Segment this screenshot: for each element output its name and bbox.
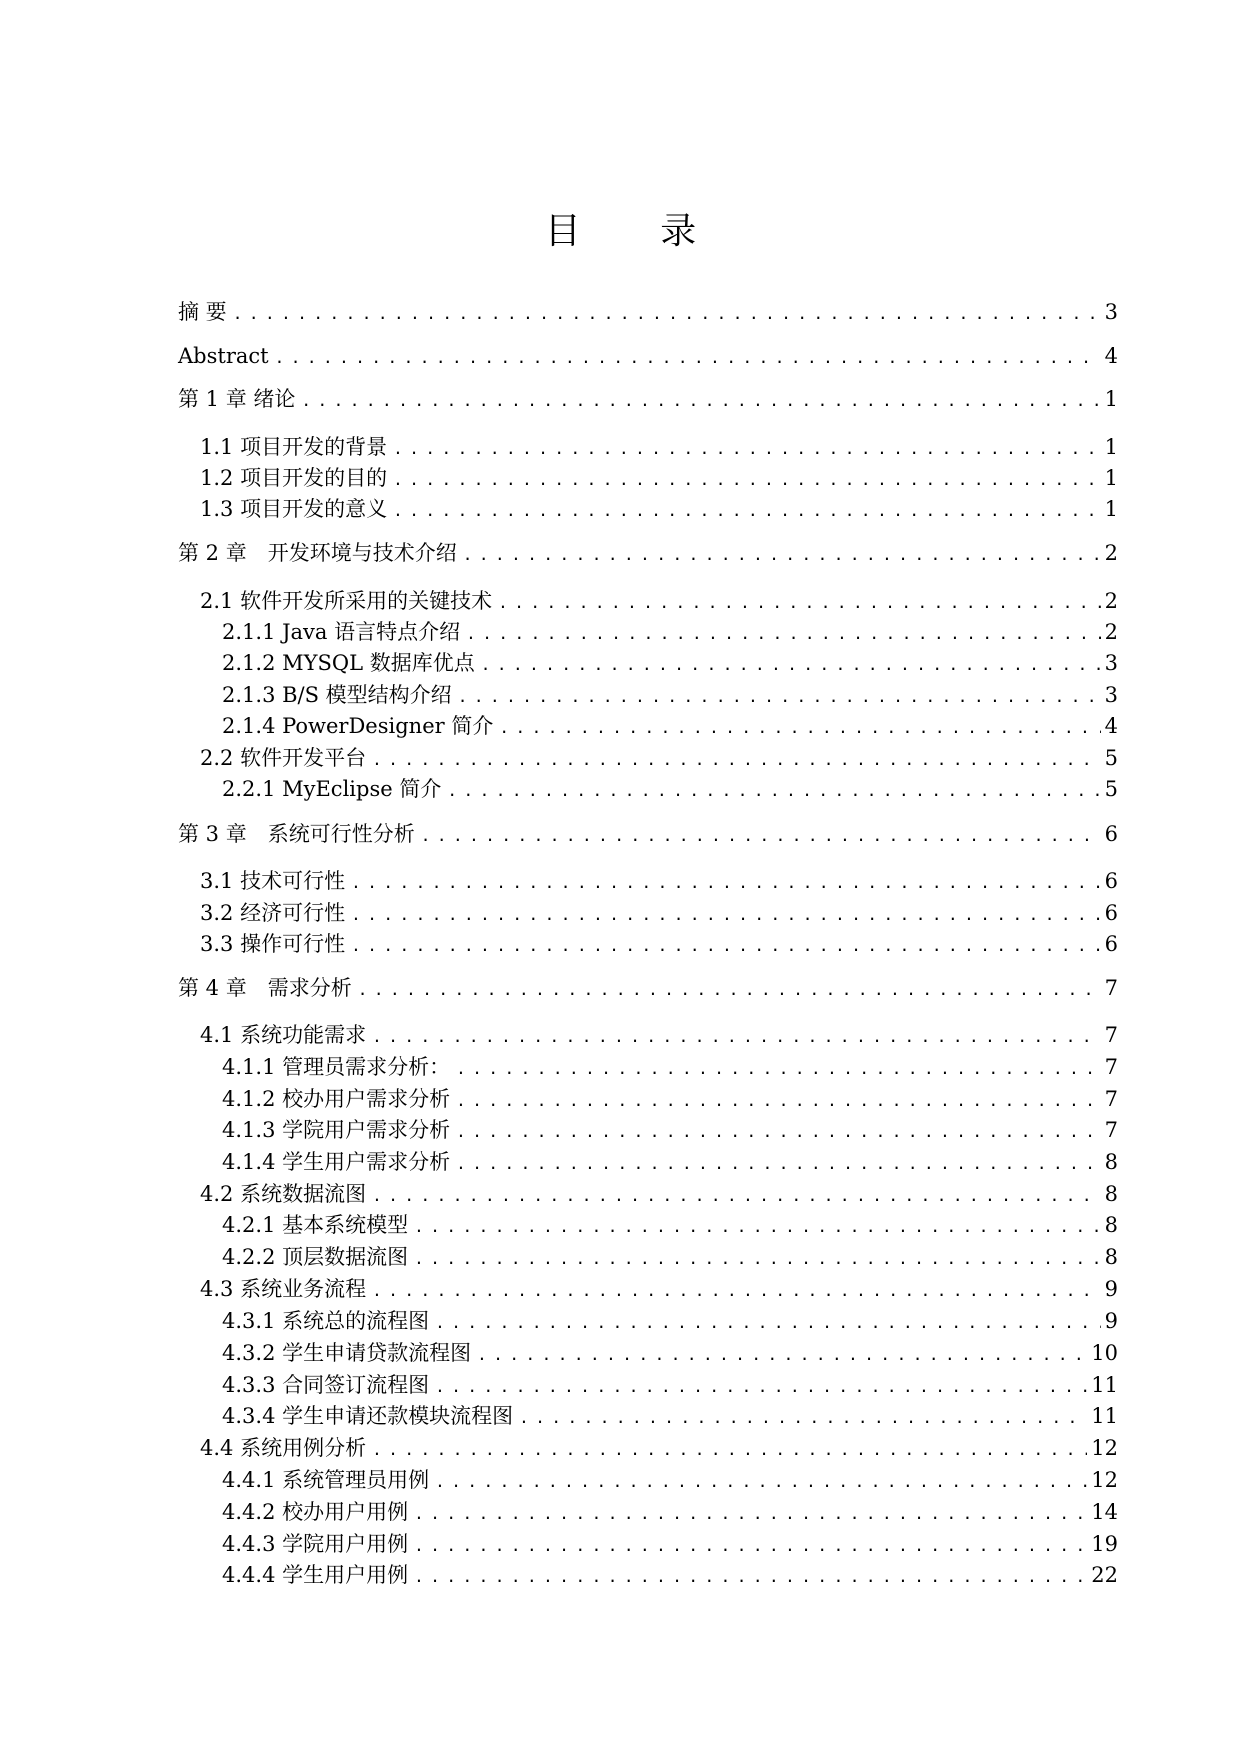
toc-entry-page: 1 [1104,497,1118,521]
toc-entry-page: 1 [1104,435,1118,459]
toc-entry-4-2[interactable] [178,1178,1118,1208]
toc-entry-label: 4.2.1 基本系统模型 [222,1213,409,1237]
toc-entry-2-1[interactable] [178,585,1118,615]
toc-dot-leader [481,653,1101,677]
toc-entry-4-3-2[interactable] [178,1337,1118,1367]
toc-entry-chapter-2[interactable] [178,537,1118,567]
toc-entry-label: 4.4.2 校办用户用例 [222,1500,409,1524]
toc-entry-page: 6 [1104,901,1118,925]
toc-entry-page: 3 [1104,651,1118,675]
toc-entry-page: 19 [1091,1532,1118,1556]
toc-entry-label: 第 3 章 系统可行性分析 [178,822,415,846]
toc-entry-page: 1 [1104,466,1118,490]
toc-dot-leader [456,1057,1101,1081]
toc-dot-leader [372,1184,1101,1208]
toc-entry-label: 1.2 项目开发的目的 [200,466,388,490]
toc-entry-label: 4.4.4 学生用户用例 [222,1563,409,1587]
toc-entry-page: 8 [1104,1182,1118,1206]
toc-entry-4-3[interactable] [178,1273,1118,1303]
toc-dot-leader [393,437,1101,461]
toc-entry-4-4-2[interactable] [178,1496,1118,1526]
toc-entry-abstract-en[interactable] [178,340,1118,370]
page-title: 目 录 [544,211,731,252]
toc-entry-2-1-4[interactable] [178,710,1118,740]
toc-entry-2-1-3[interactable] [178,679,1118,709]
toc-dot-leader [358,978,1101,1002]
toc-entry-label: 第 4 章 需求分析 [178,976,352,1000]
toc-entry-4-4-4[interactable] [178,1559,1118,1589]
toc-dot-leader [351,871,1101,895]
toc-entry-page: 7 [1104,1055,1118,1079]
toc-entry-4-1-3[interactable] [178,1114,1118,1144]
toc-entry-page: 12 [1091,1436,1118,1460]
toc-entry-label: 第 1 章 绪论 [178,387,296,411]
toc-entry-2-1-2[interactable] [178,647,1118,677]
toc-entry-label: 3.2 经济可行性 [200,901,346,925]
toc-entry-page: 7 [1104,1118,1118,1142]
toc-entry-page: 14 [1091,1500,1118,1524]
toc-entry-label: 4.1 系统功能需求 [200,1023,367,1047]
toc-entry-label: 1.3 项目开发的意义 [200,497,388,521]
toc-dot-leader [466,622,1101,646]
toc-entry-page: 5 [1104,777,1118,801]
toc-entry-page: 7 [1104,1087,1118,1111]
toc-entry-label: Abstract [178,344,269,368]
toc-entry-page: 9 [1104,1309,1118,1333]
toc-entry-page: 12 [1091,1468,1118,1492]
toc-dot-leader [456,1152,1101,1176]
toc-entry-label: 第 2 章 开发环境与技术介绍 [178,541,457,565]
toc-entry-page: 22 [1091,1563,1118,1587]
toc-entry-page: 4 [1104,344,1118,368]
toc-dot-leader [499,716,1100,740]
toc-entry-label: 2.1.4 PowerDesigner 简介 [222,714,494,738]
toc-entry-label: 4.4 系统用例分析 [200,1436,367,1460]
toc-dot-leader [447,779,1100,803]
toc-entry-label: 2.1.1 Java 语言特点介绍 [222,620,461,644]
toc-entry-label: 2.1.3 B/S 模型结构介绍 [222,683,452,707]
toc-entry-page: 2 [1104,620,1118,644]
toc-dot-leader [301,389,1100,413]
toc-entry-page: 6 [1104,869,1118,893]
toc-entry-chapter-3[interactable] [178,818,1118,848]
toc-entry-4-2-2[interactable] [178,1241,1118,1271]
toc-entry-label: 摘 要 [178,300,227,324]
toc-dot-leader [463,543,1101,567]
toc-entry-4-2-1[interactable] [178,1209,1118,1239]
toc-entry-1-3[interactable] [178,493,1118,523]
toc-dot-leader [435,1470,1087,1494]
toc-dot-leader [351,903,1101,927]
toc-entry-3-1[interactable] [178,865,1118,895]
toc-dot-leader [393,468,1101,492]
toc-entry-4-1-1[interactable] [178,1051,1118,1081]
toc-dot-leader [414,1215,1101,1239]
toc-dot-leader [456,1089,1101,1113]
toc-entry-label: 2.2 软件开发平台 [200,746,367,770]
toc-dot-leader [435,1375,1087,1399]
toc-entry-page: 3 [1104,683,1118,707]
toc-entry-label: 2.1.2 MYSQL 数据库优点 [222,651,475,675]
toc-entry-chapter-1[interactable] [178,383,1118,413]
toc-dot-leader [393,499,1101,523]
toc-entry-page: 11 [1091,1373,1118,1397]
toc-entry-label: 3.1 技术可行性 [200,869,346,893]
toc-dot-leader [519,1406,1087,1430]
toc-entry-label: 4.3.4 学生申请还款模块流程图 [222,1404,514,1428]
toc-entry-3-2[interactable] [178,897,1118,927]
toc-dot-leader [414,1502,1087,1526]
toc-entry-label: 4.1.2 校办用户需求分析 [222,1087,451,1111]
toc-entry-label: 4.3.2 学生申请贷款流程图 [222,1341,472,1365]
toc-entry-abstract-cn[interactable] [178,296,1118,326]
toc-entry-4-4[interactable] [178,1432,1118,1462]
toc-dot-leader [372,748,1101,772]
toc-dot-leader [372,1279,1101,1303]
toc-entry-page: 4 [1104,714,1118,738]
toc-entry-page: 1 [1104,387,1118,411]
toc-entry-page: 7 [1104,976,1118,1000]
toc-entry-label: 4.2 系统数据流图 [200,1182,367,1206]
toc-dot-leader [498,591,1101,615]
toc-entry-page: 5 [1104,746,1118,770]
toc-entry-4-4-1[interactable] [178,1464,1118,1494]
toc-dot-leader [351,934,1101,958]
toc-dot-leader [275,346,1101,370]
toc-dot-leader [414,1565,1087,1589]
toc-entry-page: 3 [1104,300,1118,324]
toc-entry-3-3[interactable] [178,928,1118,958]
toc-entry-page: 6 [1104,822,1118,846]
toc-entry-label: 4.1.1 管理员需求分析： [222,1055,451,1079]
toc-dot-leader [477,1343,1087,1367]
toc-dot-leader [435,1311,1101,1335]
toc-entry-page: 7 [1104,1023,1118,1047]
toc-entry-page: 8 [1104,1150,1118,1174]
toc-entry-label: 4.3 系统业务流程 [200,1277,367,1301]
toc-entry-page: 6 [1104,932,1118,956]
toc-entry-label: 2.2.1 MyEclipse 简介 [222,777,442,801]
toc-entry-4-3-4[interactable] [178,1400,1118,1430]
toc-entry-label: 4.3.1 系统总的流程图 [222,1309,430,1333]
toc-entry-label: 4.1.4 学生用户需求分析 [222,1150,451,1174]
toc-entry-page: 11 [1091,1404,1118,1428]
toc-entry-1-1[interactable] [178,431,1118,461]
toc-dot-leader [458,685,1101,709]
toc-entry-4-1-2[interactable] [178,1083,1118,1113]
toc-entry-4-3-3[interactable] [178,1369,1118,1399]
toc-entry-label: 3.3 操作可行性 [200,932,346,956]
toc-entry-label: 4.4.3 学院用户用例 [222,1532,409,1556]
toc-entry-page: 9 [1104,1277,1118,1301]
toc-entry-label: 4.1.3 学院用户需求分析 [222,1118,451,1142]
toc-entry-page: 2 [1104,541,1118,565]
toc-entry-2-1-1[interactable] [178,616,1118,646]
toc-dot-leader [372,1025,1101,1049]
toc-entry-page: 10 [1091,1341,1118,1365]
toc-entry-chapter-4[interactable] [178,972,1118,1002]
toc-entry-page: 8 [1104,1213,1118,1237]
toc-entry-4-1[interactable] [178,1019,1118,1049]
toc-dot-leader [233,302,1101,326]
toc-dot-leader [414,1534,1087,1558]
toc-entry-4-1-4[interactable] [178,1146,1118,1176]
toc-entry-page: 8 [1104,1245,1118,1269]
toc-dot-leader [456,1120,1101,1144]
toc-entry-label: 2.1 软件开发所采用的关键技术 [200,589,493,613]
toc-entry-2-2[interactable] [178,742,1118,772]
toc-entry-label: 4.4.1 系统管理员用例 [222,1468,430,1492]
toc-entry-1-2[interactable] [178,462,1118,492]
toc-entry-page: 2 [1104,589,1118,613]
toc-dot-leader [421,824,1101,848]
toc-entry-label: 4.2.2 顶层数据流图 [222,1245,409,1269]
toc-entry-2-2-1[interactable] [178,773,1118,803]
toc-entry-label: 1.1 项目开发的背景 [200,435,388,459]
toc-entry-4-4-3[interactable] [178,1528,1118,1558]
toc-dot-leader [414,1247,1101,1271]
toc-entry-4-3-1[interactable] [178,1305,1118,1335]
toc-entry-label: 4.3.3 合同签订流程图 [222,1373,430,1397]
toc-dot-leader [372,1438,1087,1462]
